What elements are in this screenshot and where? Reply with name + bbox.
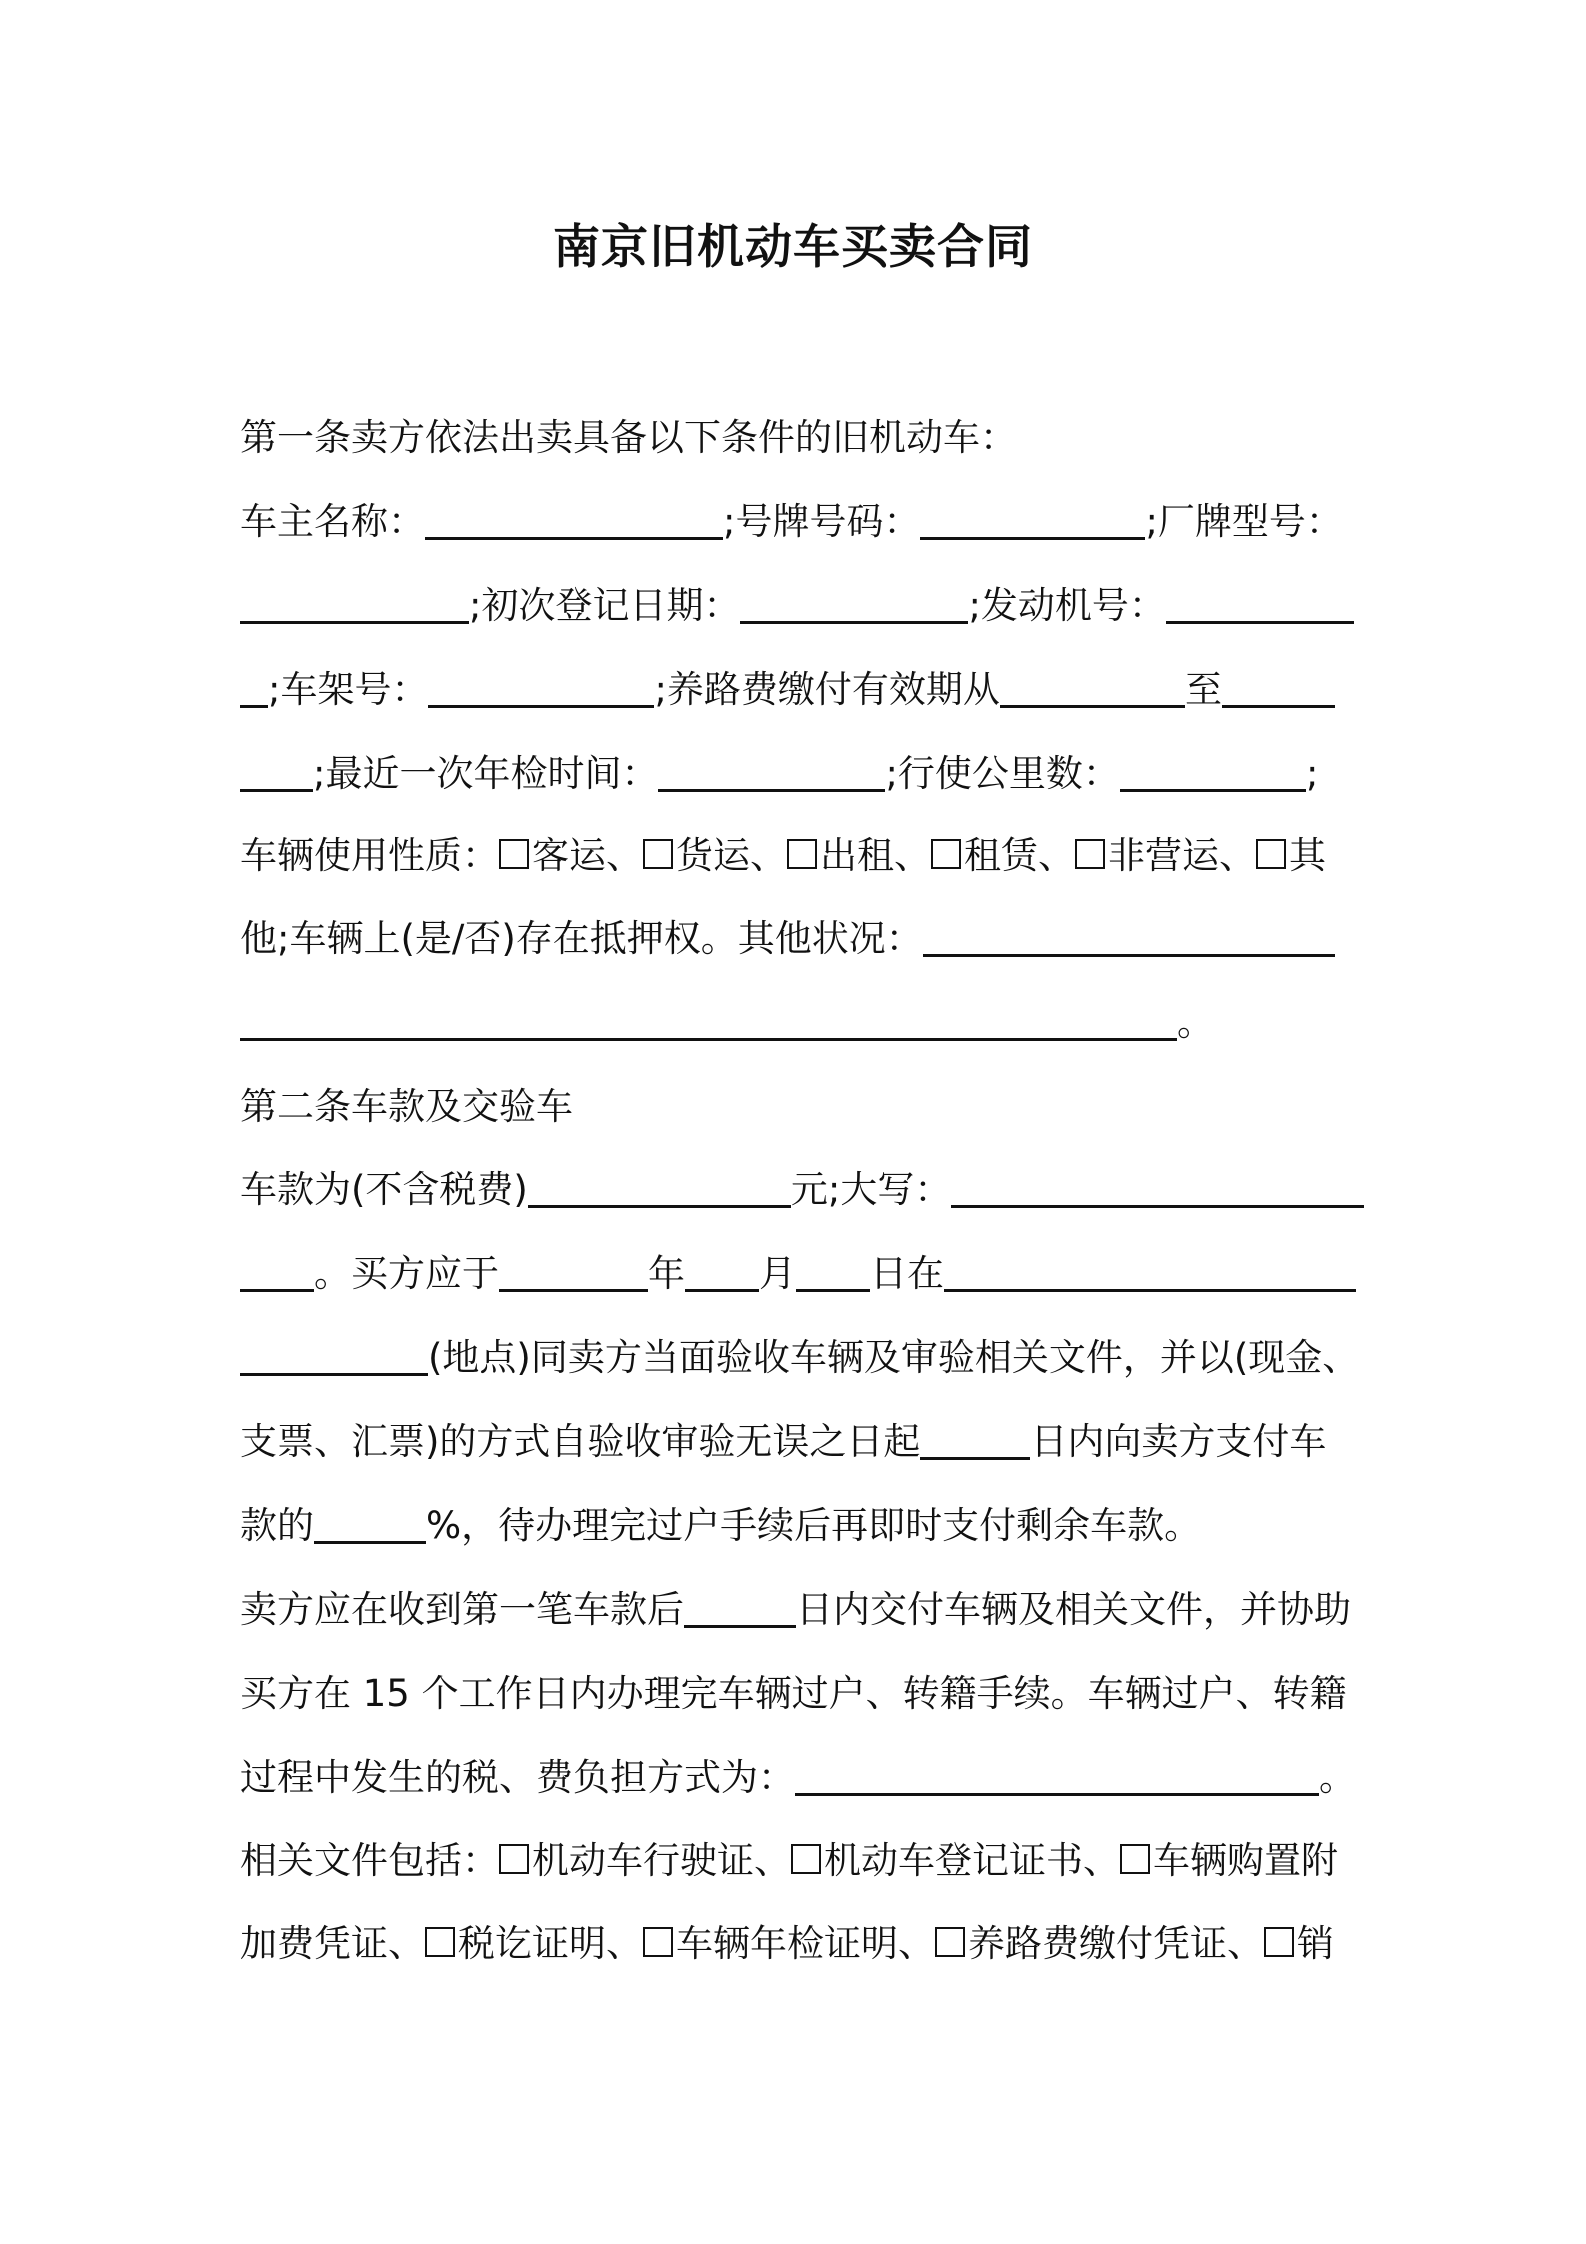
driving-license-checkbox[interactable] bbox=[499, 1844, 529, 1874]
last-inspection-field[interactable] bbox=[658, 743, 885, 792]
usage-non-commercial-label: 非营运、 bbox=[1108, 834, 1256, 877]
brand-model-field[interactable] bbox=[240, 575, 469, 624]
owner-name-field[interactable] bbox=[425, 491, 723, 540]
price-uppercase-field[interactable] bbox=[951, 1159, 1364, 1208]
owner-name-label: 车主名称： bbox=[240, 500, 425, 543]
annual-inspection-checkbox[interactable] bbox=[643, 1927, 673, 1957]
tax-paid-checkbox[interactable] bbox=[425, 1927, 455, 1957]
tax-end: 。 bbox=[1319, 1756, 1356, 1799]
tax-line bbox=[240, 1743, 1356, 1813]
seller-prefix: 卖方应在收到第一笔车款后 bbox=[240, 1588, 684, 1631]
article-1-heading: 第一条卖方依法出卖具备以下条件的旧机动车： bbox=[240, 416, 1017, 459]
price-line bbox=[240, 1155, 1364, 1225]
payment-days-field[interactable] bbox=[920, 1411, 1030, 1460]
mileage-label: ;行使公里数： bbox=[885, 752, 1120, 795]
payment-days-text: 日内向卖方支付车 bbox=[1030, 1420, 1327, 1463]
road-fee-to-field[interactable] bbox=[1222, 659, 1335, 708]
plate-number-label: ;号牌号码： bbox=[723, 500, 921, 543]
price-label: 车款为(不含税费) bbox=[240, 1168, 528, 1211]
price-field[interactable] bbox=[528, 1159, 791, 1208]
documents-line-2 bbox=[240, 1909, 1334, 1979]
usage-freight-label: 货运、 bbox=[676, 834, 787, 877]
tax-paid-label: 税讫证明、 bbox=[458, 1922, 643, 1965]
day-field[interactable] bbox=[796, 1243, 870, 1292]
article-2-heading: 第二条车款及交验车 bbox=[240, 1085, 573, 1128]
inspection-date-line bbox=[240, 1239, 1356, 1309]
usage-label: 车辆使用性质： bbox=[240, 834, 499, 877]
engine-number-field[interactable] bbox=[1166, 575, 1354, 624]
vehicle-info-line-2 bbox=[240, 571, 1354, 641]
place-text: (地点)同卖方当面验收车辆及审验相关文件，并以(现金、 bbox=[428, 1336, 1360, 1379]
year-field[interactable] bbox=[499, 1243, 648, 1292]
tax-text: 过程中发生的税、费负担方式为： bbox=[240, 1756, 795, 1799]
mileage-field[interactable] bbox=[1120, 743, 1306, 792]
driving-license-label: 机动车行驶证、 bbox=[532, 1839, 791, 1882]
first-registration-label: ;初次登记日期： bbox=[469, 584, 741, 627]
mortgage-line bbox=[240, 904, 1335, 974]
transfer-line: 买方在 15 个工作日内办理完车辆过户、转籍手续。车辆过户、转籍 bbox=[240, 1672, 1347, 1715]
usage-passenger-label: 客运、 bbox=[532, 834, 643, 877]
documents-label: 相关文件包括： bbox=[240, 1839, 499, 1882]
month-field[interactable] bbox=[685, 1243, 759, 1292]
road-fee-to-field-cont[interactable] bbox=[240, 743, 313, 792]
usage-freight-checkbox[interactable] bbox=[643, 839, 673, 869]
payment-text: 支票、汇票)的方式自验收审验无误之日起 bbox=[240, 1420, 921, 1463]
vehicle-usage-line bbox=[240, 821, 1326, 891]
road-fee-from-field[interactable] bbox=[1000, 659, 1185, 708]
frame-number-label: ;车架号： bbox=[268, 668, 429, 711]
purchase-tax-checkbox[interactable] bbox=[1120, 1844, 1150, 1874]
usage-taxi-checkbox[interactable] bbox=[787, 839, 817, 869]
percent-text: %，待办理完过户手续后再即时支付剩余车款。 bbox=[426, 1504, 1202, 1547]
usage-other-checkbox[interactable] bbox=[1256, 839, 1286, 869]
usage-taxi-label: 出租、 bbox=[820, 834, 931, 877]
documents-line-1 bbox=[240, 1826, 1338, 1896]
road-fee-receipt-checkbox[interactable] bbox=[935, 1927, 965, 1957]
frame-number-field[interactable] bbox=[428, 659, 654, 708]
plate-number-field[interactable] bbox=[920, 491, 1145, 540]
other-status-field[interactable] bbox=[923, 908, 1335, 957]
engine-number-field-cont[interactable] bbox=[240, 659, 268, 708]
other-status-line bbox=[240, 988, 1214, 1058]
vehicle-info-line-4 bbox=[240, 739, 1318, 809]
purchase-tax-label-cont: 加费凭证、 bbox=[240, 1922, 425, 1965]
to-label: 至 bbox=[1184, 668, 1222, 711]
mileage-end: ; bbox=[1305, 752, 1319, 795]
buyer-label: 。买方应于 bbox=[314, 1252, 499, 1295]
usage-non-commercial-checkbox[interactable] bbox=[1075, 839, 1105, 869]
registration-cert-checkbox[interactable] bbox=[791, 1844, 821, 1874]
delivery-days-field[interactable] bbox=[684, 1579, 796, 1628]
payment-line bbox=[240, 1407, 1326, 1477]
seller-delivery-line bbox=[240, 1575, 1351, 1645]
sales-doc-checkbox[interactable] bbox=[1264, 1927, 1294, 1957]
vehicle-info-line-3 bbox=[240, 655, 1335, 725]
usage-other-label: 其 bbox=[1289, 834, 1326, 877]
place-field-cont[interactable] bbox=[240, 1327, 428, 1376]
document-title: 南京旧机动车买卖合同 bbox=[553, 220, 1033, 275]
annual-inspection-label: 车辆年检证明、 bbox=[676, 1922, 935, 1965]
usage-passenger-checkbox[interactable] bbox=[499, 839, 529, 869]
mortgage-text: 他;车辆上(是/否)存在抵押权。其他状况： bbox=[240, 917, 923, 960]
vehicle-info-line-1 bbox=[240, 487, 1343, 557]
last-inspection-label: ;最近一次年检时间： bbox=[313, 752, 659, 795]
price-uppercase-label: 元;大写： bbox=[790, 1168, 952, 1211]
percent-line bbox=[240, 1491, 1201, 1561]
other-status-field-cont[interactable] bbox=[240, 992, 1177, 1041]
seller-text: 日内交付车辆及相关文件，并协助 bbox=[796, 1588, 1351, 1631]
sales-doc-label: 销 bbox=[1297, 1922, 1334, 1965]
place-field[interactable] bbox=[944, 1243, 1356, 1292]
purchase-tax-label: 车辆购置附 bbox=[1153, 1839, 1338, 1882]
tax-method-field[interactable] bbox=[795, 1747, 1319, 1796]
usage-lease-checkbox[interactable] bbox=[931, 839, 961, 869]
month-label: 月 bbox=[759, 1252, 796, 1295]
engine-number-label: ;发动机号： bbox=[968, 584, 1166, 627]
road-fee-receipt-label: 养路费缴付凭证、 bbox=[968, 1922, 1264, 1965]
percent-field[interactable] bbox=[314, 1495, 426, 1544]
year-label: 年 bbox=[648, 1252, 685, 1295]
day-at-label: 日在 bbox=[870, 1252, 944, 1295]
percent-prefix: 款的 bbox=[240, 1504, 314, 1547]
place-line bbox=[240, 1323, 1359, 1393]
registration-cert-label: 机动车登记证书、 bbox=[824, 1839, 1120, 1882]
brand-model-label: ;厂牌型号： bbox=[1145, 500, 1343, 543]
road-fee-label: ;养路费缴付有效期从 bbox=[654, 668, 1000, 711]
usage-lease-label: 租赁、 bbox=[964, 834, 1075, 877]
first-registration-field[interactable] bbox=[740, 575, 968, 624]
other-status-end: 。 bbox=[1177, 1001, 1214, 1044]
price-uppercase-field-cont[interactable] bbox=[240, 1243, 314, 1292]
